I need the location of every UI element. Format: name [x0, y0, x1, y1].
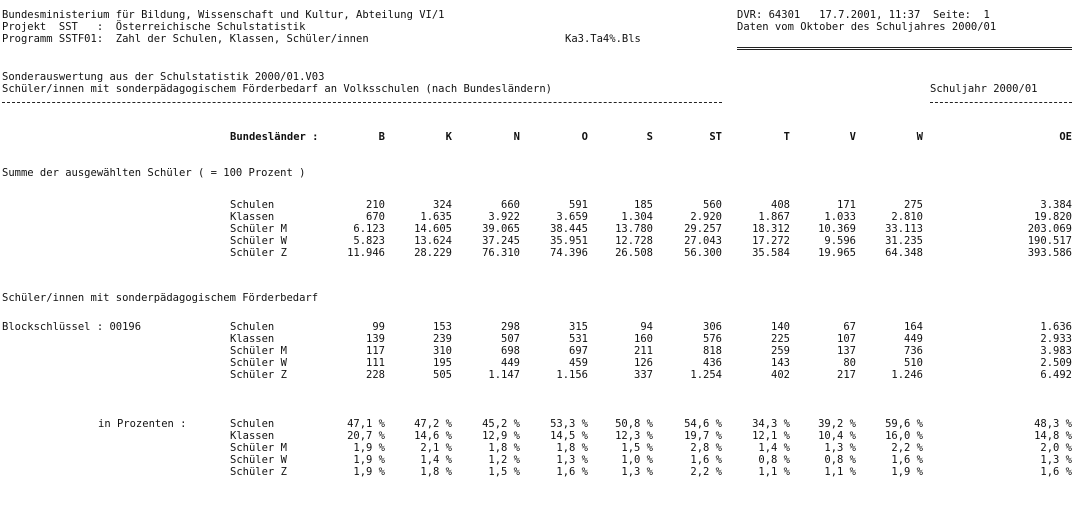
- file-name: Ka3.Ta4%.Bls: [565, 33, 641, 45]
- table-cell: 1,3 %: [824, 442, 856, 454]
- table-cell: 2,8 %: [690, 442, 722, 454]
- columns-label: Bundesländer :: [230, 131, 319, 143]
- ministry-line: Bundesministerium für Bildung, Wissenschaft und Kultur, Abteilung VI/1: [2, 9, 445, 21]
- table-cell: 76.310: [482, 247, 520, 259]
- table-cell: 16,0 %: [885, 430, 923, 442]
- row-label: Schüler M: [230, 345, 287, 357]
- table-cell: 0,8 %: [758, 454, 790, 466]
- table-cell: 505: [433, 369, 452, 381]
- table-cell: 34,3 %: [752, 418, 790, 430]
- table-cell: 185: [634, 199, 653, 211]
- table-cell: 14.605: [414, 223, 452, 235]
- column-header-oe: OE: [1059, 131, 1072, 143]
- table-cell: 239: [433, 333, 452, 345]
- table-cell: 0,8 %: [824, 454, 856, 466]
- table-cell: 111: [366, 357, 385, 369]
- table-cell: 64.348: [885, 247, 923, 259]
- table-cell: 14,8 %: [1034, 430, 1072, 442]
- table-cell: 1,3 %: [621, 466, 653, 478]
- table-cell: 210: [366, 199, 385, 211]
- table-cell: 160: [634, 333, 653, 345]
- table-cell: 1,8 %: [420, 466, 452, 478]
- table-cell: 94: [640, 321, 653, 333]
- table-cell: 1,3 %: [1040, 454, 1072, 466]
- table-cell: 164: [904, 321, 923, 333]
- row-label: Schüler Z: [230, 247, 287, 259]
- table-cell: 1.254: [690, 369, 722, 381]
- table-cell: 660: [501, 199, 520, 211]
- table-cell: 6.123: [353, 223, 385, 235]
- table-cell: 171: [837, 199, 856, 211]
- table-cell: 74.396: [550, 247, 588, 259]
- column-header-b: B: [378, 131, 385, 143]
- table-cell: 324: [433, 199, 452, 211]
- table-cell: 35.951: [550, 235, 588, 247]
- table-cell: 17.272: [752, 235, 790, 247]
- table-cell: 39,2 %: [818, 418, 856, 430]
- table-cell: 190.517: [1027, 235, 1072, 247]
- table-cell: 315: [569, 321, 588, 333]
- table-cell: 576: [703, 333, 722, 345]
- table-cell: 2,0 %: [1040, 442, 1072, 454]
- row-label: Schüler W: [230, 357, 287, 369]
- table-cell: 14,6 %: [414, 430, 452, 442]
- table-cell: 1.867: [758, 211, 790, 223]
- table-cell: 3.922: [488, 211, 520, 223]
- table-cell: 1.147: [488, 369, 520, 381]
- table-cell: 436: [703, 357, 722, 369]
- table-cell: 48,3 %: [1034, 418, 1072, 430]
- report-title: Sonderauswertung aus der Schulstatistik 2000/01.V03: [2, 71, 325, 83]
- table-cell: 31.235: [885, 235, 923, 247]
- table-cell: 11.946: [347, 247, 385, 259]
- table-cell: 29.257: [684, 223, 722, 235]
- table-cell: 117: [366, 345, 385, 357]
- table-cell: 50,8 %: [615, 418, 653, 430]
- column-header-n: N: [513, 131, 520, 143]
- table-cell: 35.584: [752, 247, 790, 259]
- program-line: Programm SSTF01: Zahl der Schulen, Klassen, Schüler/innen: [2, 33, 369, 45]
- table-cell: 310: [433, 345, 452, 357]
- table-cell: 306: [703, 321, 722, 333]
- table-cell: 203.069: [1027, 223, 1072, 235]
- column-header-o: O: [581, 131, 588, 143]
- table-cell: 47,2 %: [414, 418, 452, 430]
- table-cell: 67: [843, 321, 856, 333]
- row-label: Klassen: [230, 430, 275, 442]
- table-cell: 697: [569, 345, 588, 357]
- table-cell: 225: [771, 333, 790, 345]
- table-cell: 337: [634, 369, 653, 381]
- table-cell: 2,2 %: [690, 466, 722, 478]
- table-cell: 12,3 %: [615, 430, 653, 442]
- table-cell: 19,7 %: [684, 430, 722, 442]
- table-cell: 12,9 %: [482, 430, 520, 442]
- table-cell: 19.820: [1034, 211, 1072, 223]
- table-cell: 402: [771, 369, 790, 381]
- table-cell: 1,6 %: [1040, 466, 1072, 478]
- table-cell: 2.920: [690, 211, 722, 223]
- table-cell: 6.492: [1040, 369, 1072, 381]
- column-header-st: ST: [709, 131, 722, 143]
- table-cell: 1,0 %: [621, 454, 653, 466]
- table-cell: 10.369: [818, 223, 856, 235]
- table-cell: 47,1 %: [347, 418, 385, 430]
- table-cell: 28.229: [414, 247, 452, 259]
- table-cell: 1,4 %: [420, 454, 452, 466]
- table-cell: 19.965: [818, 247, 856, 259]
- table-cell: 1,5 %: [621, 442, 653, 454]
- table-cell: 107: [837, 333, 856, 345]
- table-cell: 698: [501, 345, 520, 357]
- table-cell: 137: [837, 345, 856, 357]
- table-cell: 27.043: [684, 235, 722, 247]
- row-label: Schüler W: [230, 454, 287, 466]
- row-label: Schüler M: [230, 223, 287, 235]
- table-cell: 1,6 %: [690, 454, 722, 466]
- table-cell: 153: [433, 321, 452, 333]
- header-rule: [737, 47, 1072, 50]
- table-cell: 195: [433, 357, 452, 369]
- table-cell: 1,8 %: [556, 442, 588, 454]
- dvr-info: DVR: 64301 17.7.2001, 11:37 Seite: 1: [737, 9, 990, 21]
- column-header-v: V: [849, 131, 856, 143]
- table-cell: 56.300: [684, 247, 722, 259]
- year-rule: [930, 102, 1072, 103]
- table-cell: 275: [904, 199, 923, 211]
- table-cell: 12,1 %: [752, 430, 790, 442]
- table-cell: 670: [366, 211, 385, 223]
- group2-title: Schüler/innen mit sonderpädagogischem Förderbedarf: [2, 292, 319, 304]
- table-cell: 20,7 %: [347, 430, 385, 442]
- table-cell: 45,2 %: [482, 418, 520, 430]
- table-cell: 38.445: [550, 223, 588, 235]
- percent-label: in Prozenten :: [98, 418, 187, 430]
- table-cell: 1,9 %: [353, 442, 385, 454]
- row-label: Schüler Z: [230, 369, 287, 381]
- table-cell: 99: [372, 321, 385, 333]
- row-label: Schüler M: [230, 442, 287, 454]
- data-date: Daten vom Oktober des Schuljahres 2000/01: [737, 21, 997, 33]
- table-cell: 1.033: [824, 211, 856, 223]
- table-cell: 818: [703, 345, 722, 357]
- table-cell: 1,8 %: [488, 442, 520, 454]
- table-cell: 217: [837, 369, 856, 381]
- school-year: Schuljahr 2000/01: [930, 83, 1038, 95]
- table-cell: 2.810: [891, 211, 923, 223]
- table-cell: 459: [569, 357, 588, 369]
- table-cell: 139: [366, 333, 385, 345]
- table-cell: 2,1 %: [420, 442, 452, 454]
- table-cell: 1,1 %: [824, 466, 856, 478]
- table-cell: 228: [366, 369, 385, 381]
- table-cell: 1,9 %: [353, 454, 385, 466]
- table-cell: 408: [771, 199, 790, 211]
- table-cell: 1,6 %: [891, 454, 923, 466]
- table-cell: 2,2 %: [891, 442, 923, 454]
- table-cell: 736: [904, 345, 923, 357]
- table-cell: 1,9 %: [353, 466, 385, 478]
- row-label: Schüler Z: [230, 466, 287, 478]
- table-cell: 3.983: [1040, 345, 1072, 357]
- table-cell: 1.636: [1040, 321, 1072, 333]
- row-label: Klassen: [230, 333, 275, 345]
- table-cell: 10,4 %: [818, 430, 856, 442]
- table-cell: 2.509: [1040, 357, 1072, 369]
- table-cell: 507: [501, 333, 520, 345]
- table-cell: 26.508: [615, 247, 653, 259]
- table-cell: 59,6 %: [885, 418, 923, 430]
- table-cell: 2.933: [1040, 333, 1072, 345]
- table-cell: 3.659: [556, 211, 588, 223]
- title-rule: [2, 102, 722, 103]
- table-cell: 1.635: [420, 211, 452, 223]
- table-cell: 13.780: [615, 223, 653, 235]
- table-cell: 54,6 %: [684, 418, 722, 430]
- table-cell: 1,5 %: [488, 466, 520, 478]
- block-key: Blockschlüssel : 00196: [2, 321, 142, 333]
- column-header-w: W: [916, 131, 923, 143]
- table-cell: 1,4 %: [758, 442, 790, 454]
- table-cell: 531: [569, 333, 588, 345]
- table-cell: 591: [569, 199, 588, 211]
- table-cell: 13.624: [414, 235, 452, 247]
- table-cell: 53,3 %: [550, 418, 588, 430]
- table-cell: 126: [634, 357, 653, 369]
- table-cell: 80: [843, 357, 856, 369]
- table-cell: 18.312: [752, 223, 790, 235]
- table-cell: 37.245: [482, 235, 520, 247]
- row-label: Schulen: [230, 199, 275, 211]
- table-cell: 3.384: [1040, 199, 1072, 211]
- group1-title: Summe der ausgewählten Schüler ( = 100 Prozent ): [2, 167, 306, 179]
- table-cell: 1,9 %: [891, 466, 923, 478]
- table-cell: 1,1 %: [758, 466, 790, 478]
- column-header-t: T: [783, 131, 790, 143]
- table-cell: 1,2 %: [488, 454, 520, 466]
- table-cell: 143: [771, 357, 790, 369]
- table-cell: 510: [904, 357, 923, 369]
- table-cell: 5.823: [353, 235, 385, 247]
- table-cell: 560: [703, 199, 722, 211]
- table-cell: 259: [771, 345, 790, 357]
- row-label: Schüler W: [230, 235, 287, 247]
- row-label: Klassen: [230, 211, 275, 223]
- table-cell: 1,6 %: [556, 466, 588, 478]
- table-cell: 393.586: [1027, 247, 1072, 259]
- table-cell: 9.596: [824, 235, 856, 247]
- row-label: Schulen: [230, 418, 275, 430]
- project-line: Projekt SST : Österreichische Schulstatistik: [2, 21, 306, 33]
- table-cell: 14,5 %: [550, 430, 588, 442]
- table-cell: 1.246: [891, 369, 923, 381]
- row-label: Schulen: [230, 321, 275, 333]
- column-header-k: K: [445, 131, 452, 143]
- column-header-s: S: [646, 131, 653, 143]
- table-cell: 39.065: [482, 223, 520, 235]
- table-cell: 1,3 %: [556, 454, 588, 466]
- report-subtitle: Schüler/innen mit sonderpädagogischem Förderbedarf an Volksschulen (nach Bundesländern): [2, 83, 552, 95]
- table-cell: 140: [771, 321, 790, 333]
- table-cell: 1.304: [621, 211, 653, 223]
- table-cell: 211: [634, 345, 653, 357]
- table-cell: 449: [501, 357, 520, 369]
- table-cell: 33.113: [885, 223, 923, 235]
- table-cell: 1.156: [556, 369, 588, 381]
- table-cell: 449: [904, 333, 923, 345]
- table-cell: 12.728: [615, 235, 653, 247]
- table-cell: 298: [501, 321, 520, 333]
